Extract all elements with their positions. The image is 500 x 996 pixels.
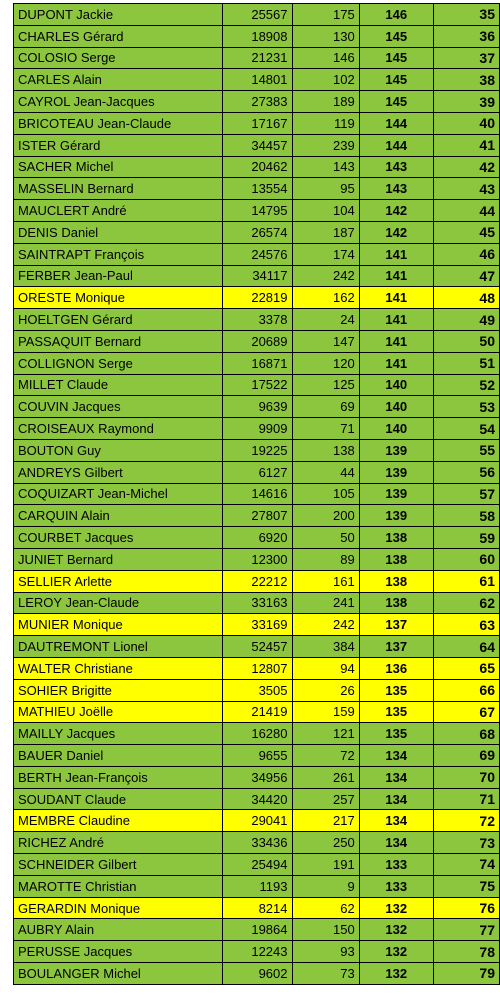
value-1-cell: 52457 [223, 636, 292, 658]
value-1-cell: 33163 [223, 592, 292, 614]
value-1-cell: 14795 [223, 200, 292, 222]
rank-cell: 36 [433, 25, 499, 47]
points-cell: 137 [359, 614, 433, 636]
points-cell: 141 [359, 330, 433, 352]
table-row-highlighted [14, 897, 500, 919]
player-name-cell: WALTER Christiane [14, 657, 223, 679]
rank-cell: 60 [433, 548, 499, 570]
value-1-cell: 6920 [223, 527, 292, 549]
value-2-cell: 159 [292, 701, 359, 723]
player-name-cell: MEMBRE Claudine [14, 810, 223, 832]
value-2-cell: 200 [292, 505, 359, 527]
table-row-highlighted [14, 614, 500, 636]
rank-cell: 35 [433, 4, 499, 26]
table-row [14, 875, 500, 897]
value-1-cell: 17167 [223, 112, 292, 134]
rank-cell: 55 [433, 439, 499, 461]
value-1-cell: 24576 [223, 243, 292, 265]
value-2-cell: 121 [292, 723, 359, 745]
player-name-cell: FERBER Jean-Paul [14, 265, 223, 287]
value-1-cell: 34420 [223, 788, 292, 810]
player-name-cell: PERUSSE Jacques [14, 941, 223, 963]
rank-cell: 70 [433, 766, 499, 788]
table-row [14, 788, 500, 810]
player-name-cell: CROISEAUX Raymond [14, 418, 223, 440]
player-name-cell: SOHIER Brigitte [14, 679, 223, 701]
value-1-cell: 33169 [223, 614, 292, 636]
value-1-cell: 8214 [223, 897, 292, 919]
value-1-cell: 16871 [223, 352, 292, 374]
points-cell: 144 [359, 134, 433, 156]
value-1-cell: 27383 [223, 91, 292, 113]
player-name-cell: MATHIEU Joëlle [14, 701, 223, 723]
ranking-table [13, 3, 500, 985]
player-name-cell: BAUER Daniel [14, 745, 223, 767]
table-row [14, 766, 500, 788]
value-2-cell: 189 [292, 91, 359, 113]
player-name-cell: ORESTE Monique [14, 287, 223, 309]
value-2-cell: 161 [292, 570, 359, 592]
player-name-cell: SCHNEIDER Gilbert [14, 854, 223, 876]
table-row [14, 527, 500, 549]
rank-cell: 50 [433, 330, 499, 352]
points-cell: 135 [359, 679, 433, 701]
value-2-cell: 187 [292, 221, 359, 243]
table-row [14, 723, 500, 745]
rank-cell: 38 [433, 69, 499, 91]
player-name-cell: JUNIET Bernard [14, 548, 223, 570]
value-1-cell: 34117 [223, 265, 292, 287]
ranking-table-body [14, 4, 500, 985]
rank-cell: 79 [433, 963, 499, 985]
value-1-cell: 9639 [223, 396, 292, 418]
value-1-cell: 20462 [223, 156, 292, 178]
value-2-cell: 104 [292, 200, 359, 222]
value-1-cell: 22819 [223, 287, 292, 309]
points-cell: 134 [359, 788, 433, 810]
value-1-cell: 34956 [223, 766, 292, 788]
table-row [14, 243, 500, 265]
player-name-cell: BERTH Jean-François [14, 766, 223, 788]
table-row [14, 134, 500, 156]
player-name-cell: LEROY Jean-Claude [14, 592, 223, 614]
value-2-cell: 242 [292, 614, 359, 636]
table-row [14, 461, 500, 483]
player-name-cell: SOUDANT Claude [14, 788, 223, 810]
player-name-cell: ISTER Gérard [14, 134, 223, 156]
points-cell: 140 [359, 418, 433, 440]
value-1-cell: 14616 [223, 483, 292, 505]
points-cell: 133 [359, 875, 433, 897]
player-name-cell: MILLET Claude [14, 374, 223, 396]
points-cell: 146 [359, 4, 433, 26]
value-2-cell: 44 [292, 461, 359, 483]
value-2-cell: 130 [292, 25, 359, 47]
table-row [14, 854, 500, 876]
player-name-cell: SELLIER Arlette [14, 570, 223, 592]
value-1-cell: 18908 [223, 25, 292, 47]
points-cell: 134 [359, 832, 433, 854]
rank-cell: 46 [433, 243, 499, 265]
table-row [14, 919, 500, 941]
table-row [14, 330, 500, 352]
player-name-cell: CARQUIN Alain [14, 505, 223, 527]
value-2-cell: 174 [292, 243, 359, 265]
points-cell: 145 [359, 47, 433, 69]
points-cell: 141 [359, 243, 433, 265]
table-row [14, 832, 500, 854]
table-row [14, 309, 500, 331]
table-row [14, 745, 500, 767]
table-row [14, 221, 500, 243]
value-2-cell: 73 [292, 963, 359, 985]
value-2-cell: 257 [292, 788, 359, 810]
player-name-cell: BOULANGER Michel [14, 963, 223, 985]
table-row [14, 374, 500, 396]
value-2-cell: 242 [292, 265, 359, 287]
value-2-cell: 105 [292, 483, 359, 505]
points-cell: 132 [359, 941, 433, 963]
player-name-cell: CHARLES Gérard [14, 25, 223, 47]
table-row [14, 418, 500, 440]
points-cell: 133 [359, 854, 433, 876]
value-2-cell: 119 [292, 112, 359, 134]
value-1-cell: 22212 [223, 570, 292, 592]
value-1-cell: 29041 [223, 810, 292, 832]
player-name-cell: COLOSIO Serge [14, 47, 223, 69]
value-1-cell: 17522 [223, 374, 292, 396]
value-2-cell: 241 [292, 592, 359, 614]
table-row-highlighted [14, 287, 500, 309]
rank-cell: 64 [433, 636, 499, 658]
value-2-cell: 175 [292, 4, 359, 26]
value-1-cell: 12243 [223, 941, 292, 963]
points-cell: 138 [359, 570, 433, 592]
rank-cell: 47 [433, 265, 499, 287]
points-cell: 143 [359, 178, 433, 200]
table-row [14, 200, 500, 222]
player-name-cell: COQUIZART Jean-Michel [14, 483, 223, 505]
rank-cell: 74 [433, 854, 499, 876]
points-cell: 142 [359, 221, 433, 243]
value-1-cell: 1193 [223, 875, 292, 897]
rank-cell: 51 [433, 352, 499, 374]
value-2-cell: 120 [292, 352, 359, 374]
rank-cell: 73 [433, 832, 499, 854]
table-row-highlighted [14, 679, 500, 701]
table-row [14, 505, 500, 527]
rank-cell: 52 [433, 374, 499, 396]
value-2-cell: 384 [292, 636, 359, 658]
rank-cell: 62 [433, 592, 499, 614]
player-name-cell: BOUTON Guy [14, 439, 223, 461]
value-1-cell: 3378 [223, 309, 292, 331]
value-2-cell: 217 [292, 810, 359, 832]
value-1-cell: 20689 [223, 330, 292, 352]
table-row [14, 963, 500, 985]
rank-cell: 72 [433, 810, 499, 832]
value-2-cell: 9 [292, 875, 359, 897]
value-1-cell: 21231 [223, 47, 292, 69]
points-cell: 138 [359, 527, 433, 549]
rank-cell: 54 [433, 418, 499, 440]
value-2-cell: 191 [292, 854, 359, 876]
rank-cell: 66 [433, 679, 499, 701]
table-row [14, 91, 500, 113]
points-cell: 145 [359, 25, 433, 47]
value-1-cell: 33436 [223, 832, 292, 854]
player-name-cell: DUPONT Jackie [14, 4, 223, 26]
points-cell: 134 [359, 810, 433, 832]
rank-cell: 75 [433, 875, 499, 897]
points-cell: 144 [359, 112, 433, 134]
rank-cell: 76 [433, 897, 499, 919]
value-2-cell: 89 [292, 548, 359, 570]
table-row [14, 265, 500, 287]
player-name-cell: DENIS Daniel [14, 221, 223, 243]
points-cell: 139 [359, 439, 433, 461]
rank-cell: 49 [433, 309, 499, 331]
value-2-cell: 143 [292, 156, 359, 178]
player-name-cell: COURBET Jacques [14, 527, 223, 549]
player-name-cell: MUNIER Monique [14, 614, 223, 636]
points-cell: 138 [359, 548, 433, 570]
table-row-highlighted [14, 701, 500, 723]
value-2-cell: 69 [292, 396, 359, 418]
player-name-cell: MAROTTE Christian [14, 875, 223, 897]
rank-cell: 39 [433, 91, 499, 113]
player-name-cell: COLLIGNON Serge [14, 352, 223, 374]
points-cell: 143 [359, 156, 433, 178]
points-cell: 139 [359, 461, 433, 483]
value-2-cell: 250 [292, 832, 359, 854]
points-cell: 136 [359, 657, 433, 679]
table-row [14, 4, 500, 26]
table-row [14, 178, 500, 200]
points-cell: 145 [359, 91, 433, 113]
points-cell: 140 [359, 374, 433, 396]
value-1-cell: 13554 [223, 178, 292, 200]
rank-cell: 71 [433, 788, 499, 810]
player-name-cell: RICHEZ André [14, 832, 223, 854]
rank-cell: 45 [433, 221, 499, 243]
player-name-cell: DAUTREMONT Lionel [14, 636, 223, 658]
value-1-cell: 9655 [223, 745, 292, 767]
value-1-cell: 9602 [223, 963, 292, 985]
table-row [14, 25, 500, 47]
points-cell: 142 [359, 200, 433, 222]
points-cell: 132 [359, 919, 433, 941]
points-cell: 134 [359, 766, 433, 788]
player-name-cell: SAINTRAPT François [14, 243, 223, 265]
value-2-cell: 26 [292, 679, 359, 701]
value-1-cell: 16280 [223, 723, 292, 745]
value-2-cell: 125 [292, 374, 359, 396]
rank-cell: 37 [433, 47, 499, 69]
value-2-cell: 146 [292, 47, 359, 69]
value-2-cell: 50 [292, 527, 359, 549]
value-2-cell: 94 [292, 657, 359, 679]
value-2-cell: 102 [292, 69, 359, 91]
value-2-cell: 95 [292, 178, 359, 200]
value-1-cell: 12300 [223, 548, 292, 570]
points-cell: 132 [359, 897, 433, 919]
value-2-cell: 147 [292, 330, 359, 352]
value-1-cell: 19225 [223, 439, 292, 461]
value-2-cell: 71 [292, 418, 359, 440]
rank-cell: 57 [433, 483, 499, 505]
rank-cell: 63 [433, 614, 499, 636]
points-cell: 141 [359, 352, 433, 374]
table-row [14, 548, 500, 570]
player-name-cell: HOELTGEN Gérard [14, 309, 223, 331]
player-name-cell: ANDREYS Gilbert [14, 461, 223, 483]
points-cell: 137 [359, 636, 433, 658]
player-name-cell: BRICOTEAU Jean-Claude [14, 112, 223, 134]
table-row [14, 112, 500, 134]
points-cell: 141 [359, 265, 433, 287]
table-row [14, 47, 500, 69]
value-2-cell: 72 [292, 745, 359, 767]
rank-cell: 48 [433, 287, 499, 309]
rank-cell: 77 [433, 919, 499, 941]
value-1-cell: 19864 [223, 919, 292, 941]
value-1-cell: 6127 [223, 461, 292, 483]
rank-cell: 68 [433, 723, 499, 745]
points-cell: 145 [359, 69, 433, 91]
table-row-highlighted [14, 657, 500, 679]
value-2-cell: 138 [292, 439, 359, 461]
player-name-cell: PASSAQUIT Bernard [14, 330, 223, 352]
table-row-highlighted [14, 810, 500, 832]
rank-cell: 40 [433, 112, 499, 134]
points-cell: 134 [359, 745, 433, 767]
player-name-cell: MAUCLERT André [14, 200, 223, 222]
player-name-cell: COUVIN Jacques [14, 396, 223, 418]
points-cell: 141 [359, 309, 433, 331]
player-name-cell: CAYROL Jean-Jacques [14, 91, 223, 113]
value-2-cell: 93 [292, 941, 359, 963]
table-row [14, 396, 500, 418]
value-1-cell: 14801 [223, 69, 292, 91]
value-2-cell: 239 [292, 134, 359, 156]
table-row [14, 439, 500, 461]
points-cell: 138 [359, 592, 433, 614]
rank-cell: 59 [433, 527, 499, 549]
value-1-cell: 25567 [223, 4, 292, 26]
rank-cell: 43 [433, 178, 499, 200]
table-row [14, 592, 500, 614]
value-1-cell: 34457 [223, 134, 292, 156]
points-cell: 139 [359, 505, 433, 527]
player-name-cell: AUBRY Alain [14, 919, 223, 941]
table-row [14, 156, 500, 178]
rank-cell: 53 [433, 396, 499, 418]
rank-cell: 42 [433, 156, 499, 178]
points-cell: 139 [359, 483, 433, 505]
value-2-cell: 62 [292, 897, 359, 919]
value-1-cell: 21419 [223, 701, 292, 723]
value-2-cell: 261 [292, 766, 359, 788]
points-cell: 140 [359, 396, 433, 418]
value-1-cell: 26574 [223, 221, 292, 243]
value-1-cell: 3505 [223, 679, 292, 701]
points-cell: 135 [359, 701, 433, 723]
player-name-cell: MAILLY Jacques [14, 723, 223, 745]
points-cell: 132 [359, 963, 433, 985]
points-cell: 141 [359, 287, 433, 309]
points-cell: 135 [359, 723, 433, 745]
player-name-cell: SACHER Michel [14, 156, 223, 178]
rank-cell: 65 [433, 657, 499, 679]
rank-cell: 69 [433, 745, 499, 767]
value-1-cell: 25494 [223, 854, 292, 876]
rank-cell: 58 [433, 505, 499, 527]
player-name-cell: CARLES Alain [14, 69, 223, 91]
rank-cell: 61 [433, 570, 499, 592]
table-row [14, 636, 500, 658]
rank-cell: 41 [433, 134, 499, 156]
table-row-highlighted [14, 570, 500, 592]
rank-cell: 78 [433, 941, 499, 963]
rank-cell: 44 [433, 200, 499, 222]
table-row [14, 483, 500, 505]
player-name-cell: GERARDIN Monique [14, 897, 223, 919]
value-2-cell: 162 [292, 287, 359, 309]
rank-cell: 56 [433, 461, 499, 483]
value-2-cell: 24 [292, 309, 359, 331]
table-row [14, 941, 500, 963]
value-1-cell: 27807 [223, 505, 292, 527]
value-1-cell: 12807 [223, 657, 292, 679]
value-2-cell: 150 [292, 919, 359, 941]
table-row [14, 69, 500, 91]
value-1-cell: 9909 [223, 418, 292, 440]
player-name-cell: MASSELIN Bernard [14, 178, 223, 200]
table-row [14, 352, 500, 374]
rank-cell: 67 [433, 701, 499, 723]
